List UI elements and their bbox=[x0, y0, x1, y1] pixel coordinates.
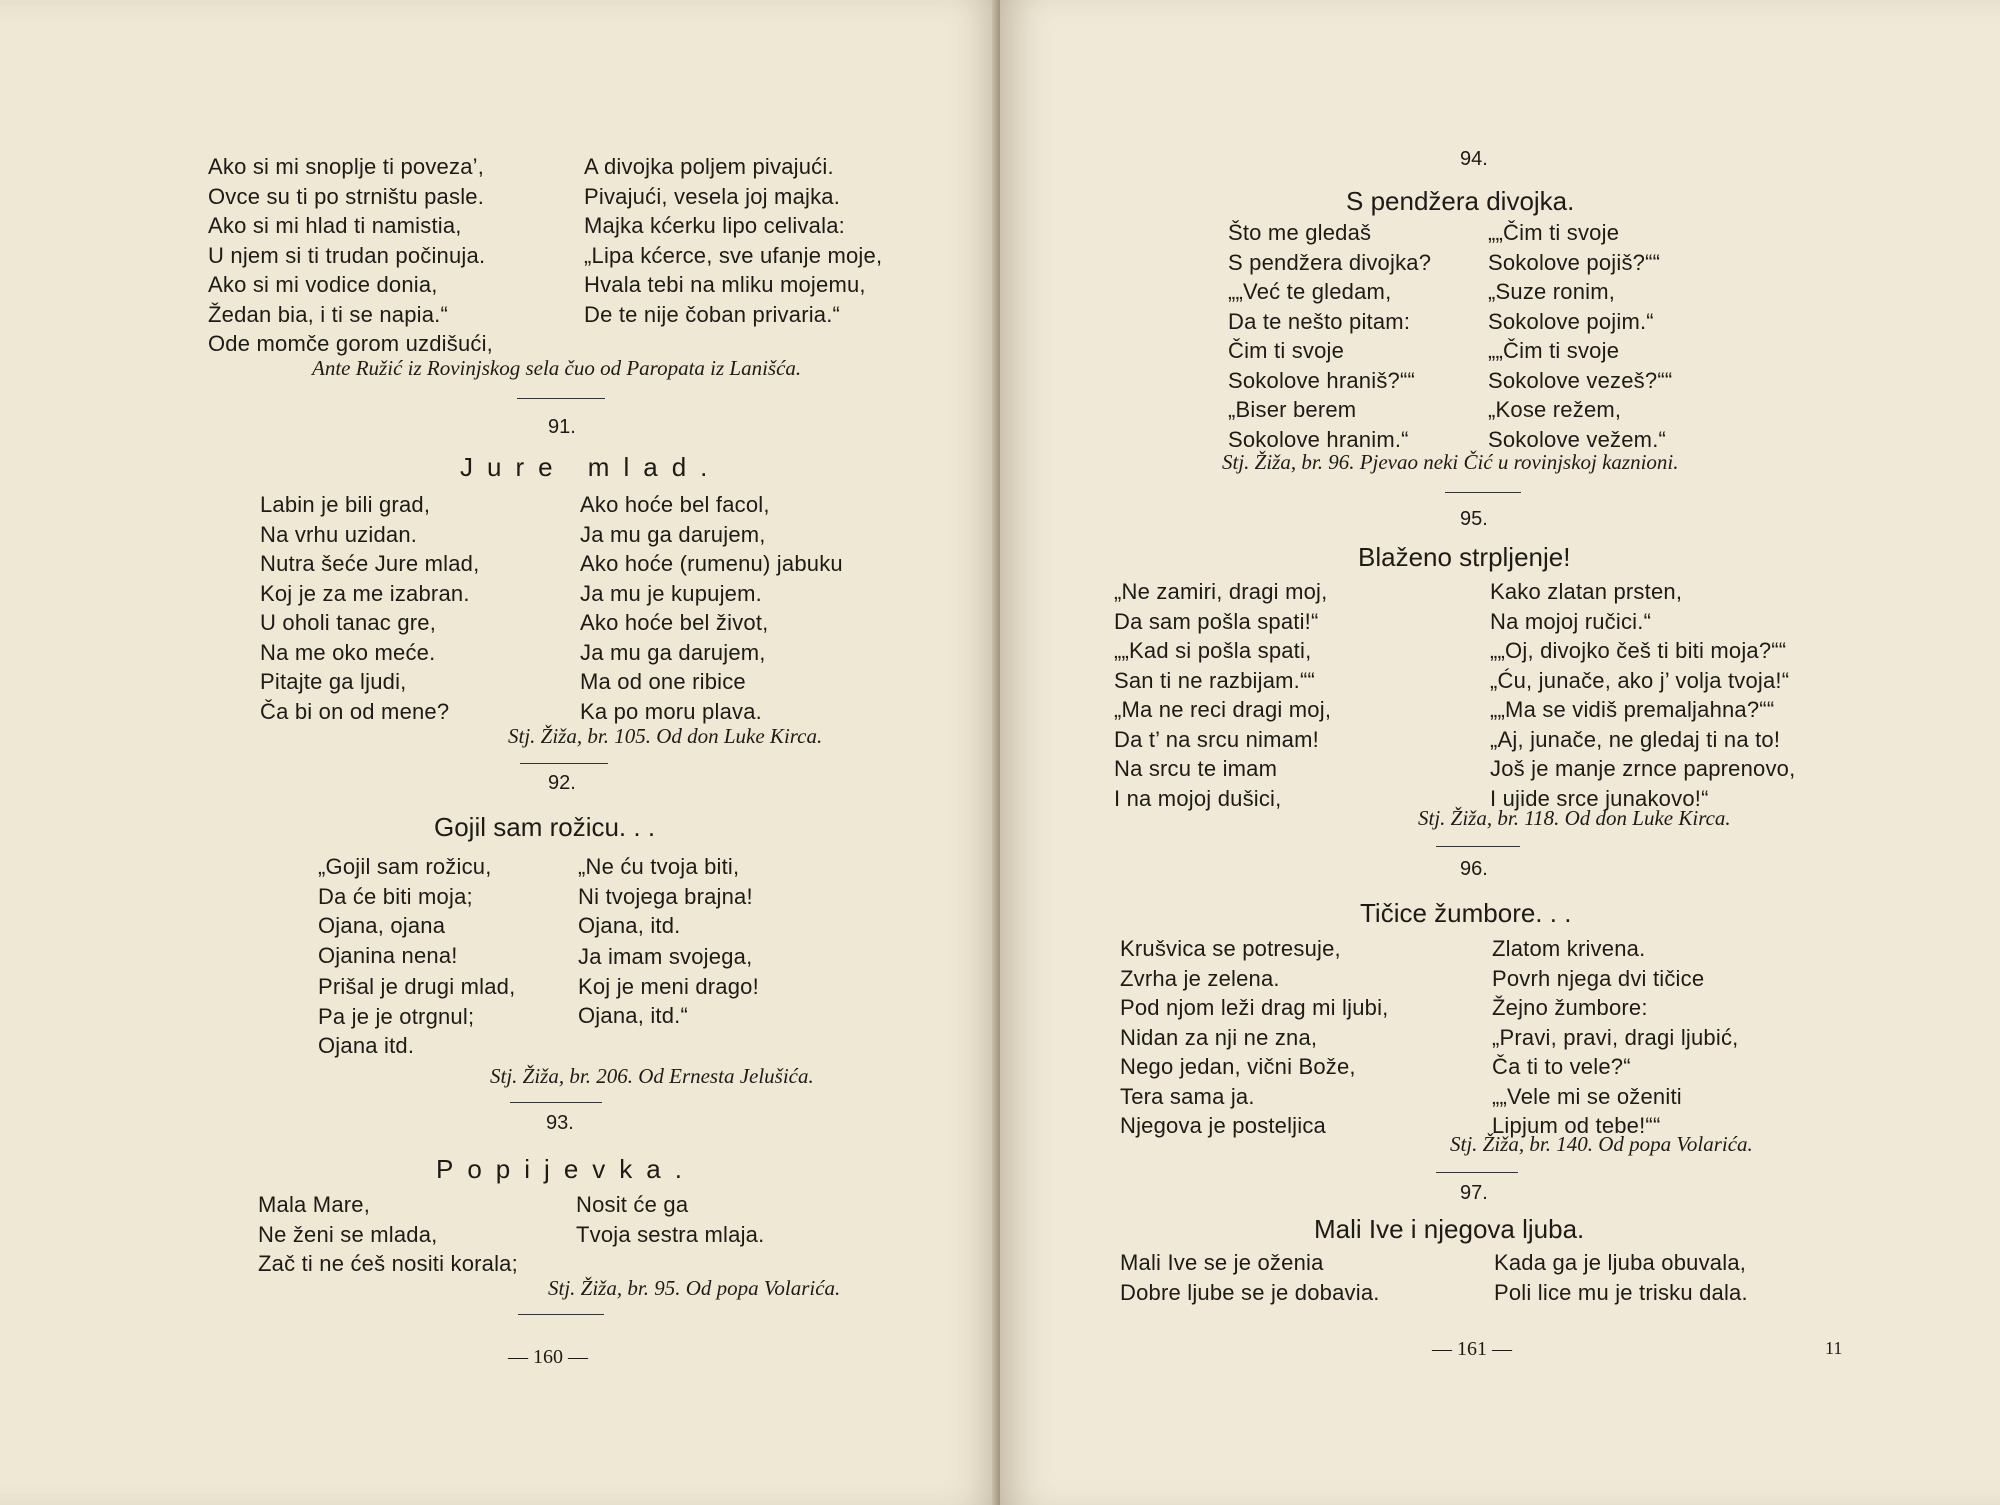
verse-line: Nego jedan, vični Bože, bbox=[1120, 1054, 1356, 1079]
right-page bbox=[1000, 0, 2000, 1505]
verse-line: Povrh njega dvi tičice bbox=[1492, 965, 1705, 991]
verse-line: Tera sama ja. bbox=[1120, 1083, 1255, 1109]
verse-line: Ma od one ribice bbox=[580, 669, 746, 694]
verse-line: U oholi tanac gre, bbox=[260, 610, 437, 635]
verse-line: Da će biti moja; bbox=[318, 883, 473, 909]
verse-line: Sokolove vezeš?““ bbox=[1488, 367, 1673, 393]
verse-line: Na srcu te imam bbox=[1114, 756, 1278, 781]
poem-95-column-2 bbox=[1490, 577, 1795, 813]
poem-title: Blaženo strpljenje! bbox=[1358, 542, 1571, 572]
poem-97-column-2 bbox=[1494, 1248, 1748, 1307]
verse-line: „Aj, junače, ne gledaj ti na to! bbox=[1490, 726, 1781, 752]
verse-line: Ako hoće bel život, bbox=[580, 610, 769, 635]
poem-94-column-2 bbox=[1488, 218, 1672, 454]
poem-95-column-1 bbox=[1114, 577, 1331, 813]
poem-93-column-2 bbox=[576, 1190, 764, 1249]
verse-line: Majka kćerku lipo celivala: bbox=[584, 213, 845, 238]
poem-title: S pendžera divojka. bbox=[1346, 186, 1575, 216]
verse-line: „Suze ronim, bbox=[1488, 279, 1616, 304]
separator-rule bbox=[518, 1314, 604, 1315]
verse-line: Ako hoće bel facol, bbox=[580, 492, 770, 517]
verse-line: Pitajte ga ljudi, bbox=[260, 669, 407, 694]
verse-line: Žedan bia, i ti se napia.“ bbox=[208, 301, 449, 327]
verse-line: „„Oj, divojko češ ti biti moja?““ bbox=[1490, 638, 1787, 663]
poem-93-column-1 bbox=[258, 1190, 518, 1279]
poem-91-column-2 bbox=[580, 490, 843, 726]
verse-line: „„Čim ti svoje bbox=[1488, 338, 1620, 363]
poem-number: 92. bbox=[548, 772, 576, 794]
verse-line: A divojka poljem pivajući. bbox=[584, 154, 834, 179]
verse-line: Prišal je drugi mlad, bbox=[318, 974, 516, 999]
verse-line: Ojana, itd.“ bbox=[578, 1003, 689, 1028]
source-note: Stj. Žiža, br. 140. Od popa Volarića. bbox=[1450, 1132, 1753, 1156]
poem-97-column-1 bbox=[1120, 1248, 1380, 1307]
verse-line: Ča bi on od mene? bbox=[260, 698, 450, 724]
verse-line: I ujide srce junakovo!“ bbox=[1490, 785, 1709, 811]
verse-line: „Ne ću tvoja biti, bbox=[578, 854, 740, 879]
verse-line: Ojanina nena! bbox=[318, 942, 458, 968]
source-note: Stj. Žiža, br. 105. Od don Luke Kirca. bbox=[508, 724, 823, 748]
verse-line: „„Vele mi se oženiti bbox=[1492, 1083, 1682, 1109]
verse-line: Čim ti svoje bbox=[1228, 338, 1345, 363]
poem-number: 96. bbox=[1460, 858, 1488, 880]
verse-line: Ni tvojega brajna! bbox=[578, 883, 753, 909]
verse-line: „„Ma se vidiš premaljahna?““ bbox=[1490, 697, 1775, 722]
verse-line: Ča ti to vele?“ bbox=[1492, 1054, 1631, 1079]
verse-line: Tvoja sestra mlaja. bbox=[576, 1221, 765, 1247]
verse-line: Kada ga je ljuba obuvala, bbox=[1494, 1250, 1747, 1275]
poem-92-column-2a bbox=[578, 852, 753, 941]
poem-92-column-1a bbox=[318, 852, 492, 970]
verse-line: U njem si ti trudan počinuja. bbox=[208, 242, 486, 268]
poem-number: 94. bbox=[1460, 148, 1488, 170]
poem-title: Jure mlad. bbox=[460, 452, 722, 482]
verse-line: Što me gledaš bbox=[1228, 220, 1372, 245]
verse-line: Da sam pošla spati!“ bbox=[1114, 608, 1319, 634]
poem-94-column-1 bbox=[1228, 218, 1431, 454]
poem-title: Tičice žumbore. . . bbox=[1360, 898, 1572, 928]
verse-line: Žejno žumbore: bbox=[1492, 995, 1648, 1020]
poem-number: 93. bbox=[546, 1112, 574, 1134]
verse-line: Da t’ na srcu nimam! bbox=[1114, 726, 1319, 752]
verse-line: Njegova je posteljica bbox=[1120, 1113, 1326, 1138]
verse-line: S pendžera divojka? bbox=[1228, 249, 1432, 275]
verse-line: Ne ženi se mlada, bbox=[258, 1221, 438, 1247]
verse-line: Ode momče gorom uzdišući, bbox=[208, 331, 493, 356]
intro-column-1 bbox=[208, 152, 493, 359]
separator-rule bbox=[517, 398, 605, 399]
poem-92-column-1b bbox=[318, 972, 515, 1061]
verse-line: Poli lice mu je trisku dala. bbox=[1494, 1279, 1748, 1305]
verse-line: Hvala tebi na mliku mojemu, bbox=[584, 272, 866, 297]
verse-line: Na me oko meće. bbox=[260, 639, 436, 665]
verse-line: Ovce su ti po strništu pasle. bbox=[208, 183, 485, 209]
verse-line: Mala Mare, bbox=[258, 1192, 371, 1217]
verse-line: De te nije čoban privaria.“ bbox=[584, 301, 841, 327]
verse-line: Lipjum od tebe!““ bbox=[1492, 1113, 1661, 1138]
poem-number: 95. bbox=[1460, 508, 1488, 530]
verse-line: „Lipa kćerce, sve ufanje moje, bbox=[584, 242, 883, 268]
verse-line: Ako hoće (rumenu) jabuku bbox=[580, 551, 843, 576]
verse-line: „„Već te gledam, bbox=[1228, 279, 1392, 304]
separator-rule bbox=[1436, 1172, 1518, 1173]
verse-line: Sokolove vežem.“ bbox=[1488, 426, 1667, 452]
verse-line: Zlatom krivena. bbox=[1492, 936, 1646, 961]
verse-line: „Biser berem bbox=[1228, 397, 1357, 422]
source-note: Stj. Žiža, br. 95. Od popa Volarića. bbox=[548, 1276, 841, 1300]
poem-number: 91. bbox=[548, 416, 576, 438]
verse-line: „Ma ne reci dragi moj, bbox=[1114, 697, 1332, 722]
separator-rule bbox=[510, 1102, 602, 1103]
verse-line: Kako zlatan prsten, bbox=[1490, 579, 1683, 604]
verse-line: Pod njom leži drag mi ljubi, bbox=[1120, 995, 1389, 1020]
verse-line: Ojana, itd. bbox=[578, 913, 681, 938]
separator-rule bbox=[520, 763, 608, 764]
verse-line: Ako si mi vodice donia, bbox=[208, 272, 438, 297]
source-note: Stj. Žiža, br. 118. Od don Luke Kirca. bbox=[1418, 806, 1731, 830]
verse-line: Ja imam svojega, bbox=[578, 944, 753, 969]
verse-line: San ti ne razbijam.““ bbox=[1114, 667, 1316, 693]
source-note: Stj. Žiža, br. 96. Pjevao neki Čić u rovinjskoj kaznioni. bbox=[1222, 450, 1679, 474]
verse-line: Mali Ive se je oženia bbox=[1120, 1250, 1324, 1275]
source-note: Stj. Žiža, br. 206. Od Ernesta Jelušića. bbox=[490, 1064, 814, 1088]
separator-rule bbox=[1445, 492, 1521, 493]
verse-line: Ako si mi snoplje ti poveza’, bbox=[208, 154, 485, 179]
poem-96-column-1 bbox=[1120, 934, 1389, 1141]
signature-mark: 11 bbox=[1825, 1338, 1843, 1358]
verse-line: Nosit će ga bbox=[576, 1192, 689, 1217]
verse-line: „Pravi, pravi, dragi ljubić, bbox=[1492, 1024, 1739, 1050]
verse-line: Koj je za me izabran. bbox=[260, 580, 470, 606]
separator-rule bbox=[1436, 846, 1520, 847]
verse-line: Ojana itd. bbox=[318, 1033, 415, 1058]
page-number: — 161 — bbox=[1432, 1338, 1512, 1360]
verse-line: „Ću, junače, ako j’ volja tvoja!“ bbox=[1490, 667, 1790, 693]
poem-title: Mali Ive i njegova ljuba. bbox=[1314, 1214, 1585, 1244]
page-number: — 160 — bbox=[508, 1346, 588, 1368]
verse-line: Koj je meni drago! bbox=[578, 973, 759, 999]
verse-line: Ka po moru plava. bbox=[580, 698, 762, 724]
poem-92-column-2b bbox=[578, 942, 759, 1031]
poem-number: 97. bbox=[1460, 1182, 1488, 1204]
source-note: Ante Ružić iz Rovinjskog sela čuo od Paropata iz Lanišća. bbox=[312, 356, 802, 380]
verse-line: „Kose režem, bbox=[1488, 397, 1622, 422]
verse-line: Ako si mi hlad ti namistia, bbox=[208, 213, 462, 238]
verse-line: Na vrhu uzidan. bbox=[260, 521, 418, 547]
verse-line: Zvrha je zelena. bbox=[1120, 965, 1280, 991]
verse-line: Zač ti ne ćeš nositi korala; bbox=[258, 1251, 518, 1276]
verse-line: Pa je je otrgnul; bbox=[318, 1003, 475, 1029]
verse-line: Pivajući, vesela joj majka. bbox=[584, 183, 841, 209]
poem-title: Popijevka. bbox=[436, 1154, 696, 1184]
intro-column-2 bbox=[584, 152, 882, 329]
verse-line: Nidan za nji ne zna, bbox=[1120, 1024, 1318, 1050]
verse-line: „„Čim ti svoje bbox=[1488, 220, 1620, 245]
verse-line: I na mojoj dušici, bbox=[1114, 785, 1282, 811]
verse-line: Ja mu ga darujem, bbox=[580, 639, 766, 665]
verse-line: „„Kad si pošla spati, bbox=[1114, 638, 1312, 663]
poem-96-column-2 bbox=[1492, 934, 1738, 1141]
verse-line: „Gojil sam rožicu, bbox=[318, 854, 492, 879]
poem-91-column-1 bbox=[260, 490, 479, 726]
poem-title: Gojil sam rožicu. . . bbox=[434, 812, 656, 842]
verse-line: Ojana, ojana bbox=[318, 913, 446, 938]
verse-line: Da te nešto pitam: bbox=[1228, 308, 1411, 334]
verse-line: Sokolove pojiš?““ bbox=[1488, 249, 1661, 275]
verse-line: Dobre ljube se je dobavia. bbox=[1120, 1279, 1380, 1305]
verse-line: Na mojoj ručici.“ bbox=[1490, 608, 1652, 634]
verse-line: Ja mu ga darujem, bbox=[580, 521, 766, 547]
verse-line: Ja mu je kupujem. bbox=[580, 580, 762, 606]
verse-line: Sokolove hranim.“ bbox=[1228, 426, 1409, 452]
verse-line: Labin je bili grad, bbox=[260, 492, 431, 517]
verse-line: Krušvica se potresuje, bbox=[1120, 936, 1341, 961]
verse-line: Sokolove pojim.“ bbox=[1488, 308, 1654, 334]
verse-line: „Ne zamiri, dragi moj, bbox=[1114, 579, 1328, 604]
verse-line: Još je manje zrnce paprenovo, bbox=[1490, 756, 1796, 781]
verse-line: Nutra šeće Jure mlad, bbox=[260, 551, 480, 576]
verse-line: Sokolove hraniš?““ bbox=[1228, 367, 1416, 393]
